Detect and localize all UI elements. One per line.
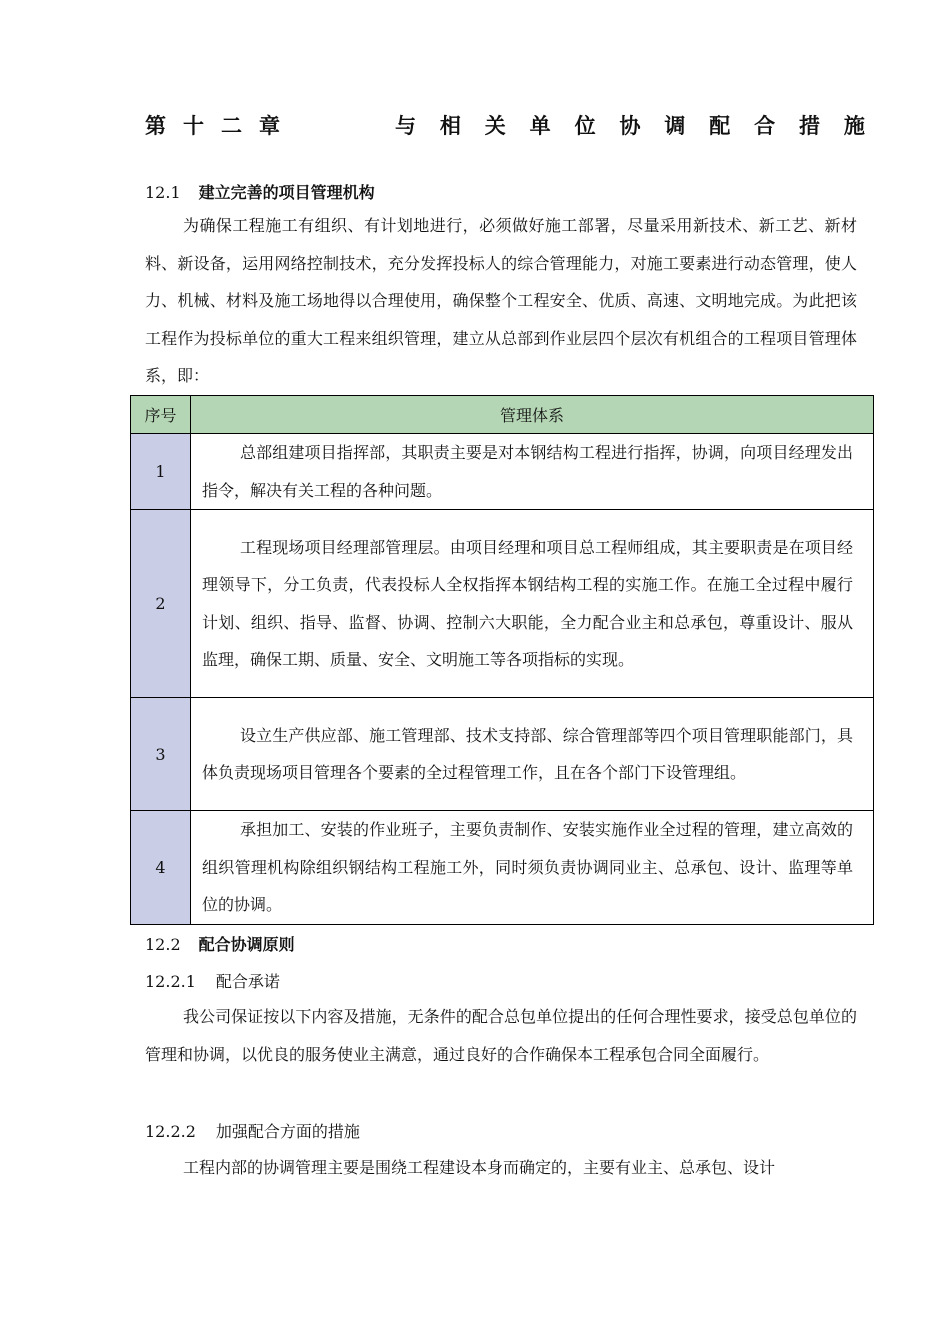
management-system-table — [130, 395, 874, 925]
section-heading-12-2: 12.2 配合协调原则 — [145, 935, 295, 954]
table-row — [131, 811, 874, 925]
row-text: 总部组建项目指挥部，其职责主要是对本钢结构工程进行指挥，协调，向项目经理发出指令，解决有关工程的各种问题。 — [191, 434, 874, 510]
header-seq: 序号 — [131, 396, 191, 434]
chapter-number: 第 十 二 章 — [145, 114, 280, 138]
row-text: 工程现场项目经理部管理层。由项目经理和项目总工程师组成，其主要职责是在项目经理领导下，分工负责，代表投标人全权指挥本钢结构工程的实施工作。在施工全过程中履行计划、组织、指导、监督、协调、控制六大职能，全力配合业主和总承包，尊重设计、服从监理，确保工期、质量、安全、文明施工等各项指标的实现。 — [191, 510, 874, 698]
row-text: 承担加工、安装的作业班子，主要负责制作、安装实施作业全过程的管理，建立高效的组织管理机构除组织钢结构工程施工外，同时须负责协调同业主、总承包、设计、监理等单位的协调。 — [191, 811, 874, 925]
row-seq: 3 — [131, 698, 191, 811]
paragraph-12-2-1: 我公司保证按以下内容及措施，无条件的配合总包单位提出的任何合理性要求，接受总包单位的管理和协调，以优良的服务使业主满意，通过良好的合作确保本工程承包合同全面履行。 — [145, 1007, 857, 1064]
header-system: 管理体系 — [191, 396, 874, 434]
chapter-title — [145, 110, 865, 140]
section-heading-12-1: 12.1 建立完善的项目管理机构 — [145, 183, 375, 202]
row-seq: 4 — [131, 811, 191, 925]
row-text: 设立生产供应部、施工管理部、技术支持部、综合管理部等四个项目管理职能部门，具体负责现场项目管理各个要素的全过程管理工作，且在各个部门下设管理组。 — [191, 698, 874, 811]
row-seq: 2 — [131, 510, 191, 698]
section-heading-12-2-1: 12.2.1 配合承诺 — [145, 972, 280, 991]
row-seq: 1 — [131, 434, 191, 510]
table-row — [131, 510, 874, 698]
table-header-row — [131, 396, 874, 434]
chapter-name: 与 相 关 单 位 协 调 配 合 措 施 — [395, 114, 865, 138]
table-row — [131, 698, 874, 811]
section-heading-12-2-2: 12.2.2 加强配合方面的措施 — [145, 1122, 360, 1141]
intro-paragraph: 为确保工程施工有组织、有计划地进行，必须做好施工部署，尽量采用新技术、新工艺、新材料、新设备，运用网络控制技术，充分发挥投标人的综合管理能力，对施工要素进行动态管理，使人力、机械、材料及施工场地得以合理使用，确保整个工程安全、优质、高速、文明地完成。为此把该工程作为投标单位的重大工程来组织管理，建立从总部到作业层四个层次有机组合的工程项目管理体系，即： — [145, 216, 857, 385]
table-row — [131, 434, 874, 510]
paragraph-12-2-2: 工程内部的协调管理主要是围绕工程建设本身而确定的，主要有业主、总承包、设计 — [183, 1158, 776, 1177]
